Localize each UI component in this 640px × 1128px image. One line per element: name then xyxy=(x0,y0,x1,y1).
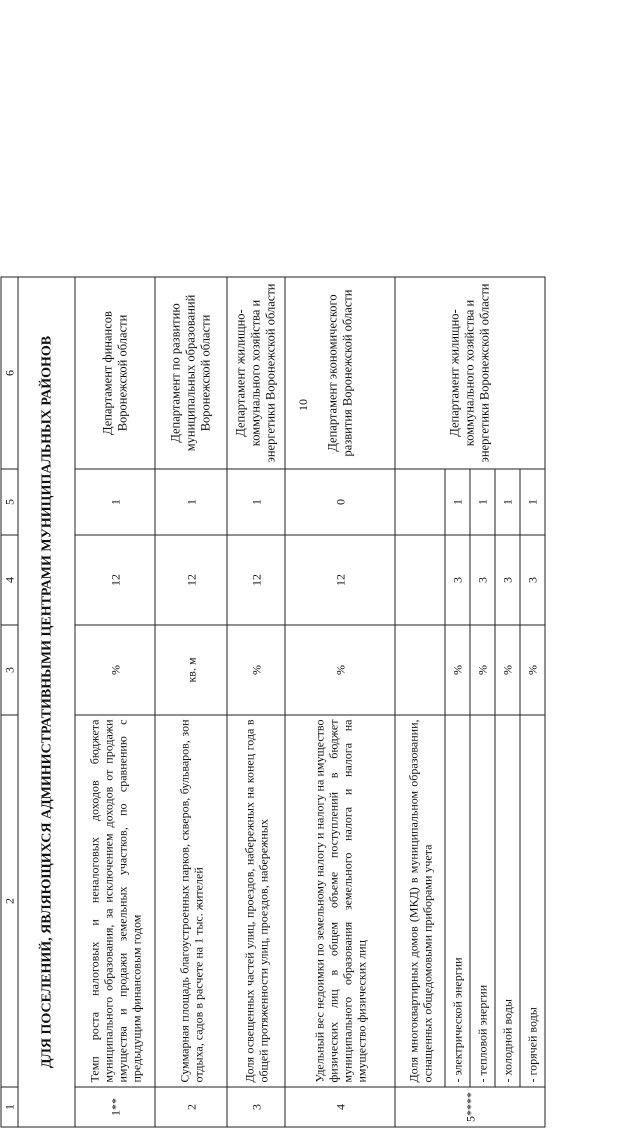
value-cell: 1 xyxy=(470,469,495,535)
column-number-row xyxy=(1,277,18,1127)
row-number: 3 xyxy=(227,1087,285,1127)
value-cell: 3 xyxy=(495,535,520,625)
sub-indicator-text: - тепловой энергии xyxy=(470,715,495,1087)
value-cell: 12 xyxy=(227,535,285,625)
column-number: 4 xyxy=(1,535,18,625)
value-cell: 12 xyxy=(285,535,395,625)
value-cell: 3 xyxy=(445,535,470,625)
column-number: 6 xyxy=(1,277,18,469)
department-cell: Департамент финансов Воронежской области xyxy=(75,277,155,469)
department-cell: Департамент жилищно-коммунального хозяйства и энергетики Воронежской области xyxy=(227,277,285,469)
table-row xyxy=(75,277,155,1127)
column-number: 5 xyxy=(1,469,18,535)
indicators-table xyxy=(1,277,546,1128)
indicator-text: Доля многоквартирных домов (МКД) в муниципальном образовании, оснащенных общедомовыми приборами учета xyxy=(395,715,445,1087)
page-number: 10 xyxy=(296,399,310,411)
section-title: ДЛЯ ПОСЕЛЕНИЙ, ЯВЛЯЮЩИХСЯ АДМИНИСТРАТИВНЫМИ ЦЕНТРАМИ МУНИЦИПАЛЬНЫХ РАЙОНОВ xyxy=(18,277,75,1127)
unit-cell: % xyxy=(520,625,545,715)
unit-cell: % xyxy=(495,625,520,715)
value-cell: 3 xyxy=(520,535,545,625)
value-cell: 1 xyxy=(520,469,545,535)
department-cell: Департамент по развитию муниципальных образований Воронежской области xyxy=(155,277,227,469)
rotated-table-sheet xyxy=(1,278,540,1128)
value-cell xyxy=(395,535,445,625)
column-number: 1 xyxy=(1,1087,18,1127)
section-header-row xyxy=(18,277,75,1127)
value-cell: 0 xyxy=(285,469,395,535)
row-number: 5**** xyxy=(395,1087,545,1127)
sub-indicator-text: - холодной воды xyxy=(495,715,520,1087)
unit-cell: кв. м xyxy=(155,625,227,715)
department-cell: Департамент жилищно-коммунального хозяйства и энергетики Воронежской области xyxy=(395,277,545,469)
unit-cell: % xyxy=(470,625,495,715)
department-cell: Департамент экономического развития Воронежской области xyxy=(285,277,395,469)
value-cell: 1 xyxy=(495,469,520,535)
unit-cell: % xyxy=(227,625,285,715)
unit-cell: % xyxy=(445,625,470,715)
indicator-text: Суммарная площадь благоустроенных парков, скверов, бульваров, зон отдыха, садов в расчете на 1 тыс. жителей xyxy=(155,715,227,1087)
column-number: 3 xyxy=(1,625,18,715)
sub-indicator-text: - горячей воды xyxy=(520,715,545,1087)
unit-cell xyxy=(395,625,445,715)
indicator-text: Темп роста налоговых и неналоговых доходов бюджета муниципального образования, за исключением доходов от продажи имущества и продажи земельных участков, по сравнению с предыдущим финансовым годом xyxy=(75,715,155,1087)
row-number: 2 xyxy=(155,1087,227,1127)
table-row xyxy=(395,277,445,1127)
indicator-text: Удельный вес недоимки по земельному налогу и налогу на имущество физических лиц в общем объеме поступлений в бюджет муниципального образования земельного налога и налога на имущество физических лиц xyxy=(285,715,395,1087)
unit-cell: % xyxy=(285,625,395,715)
value-cell: 12 xyxy=(75,535,155,625)
value-cell xyxy=(395,469,445,535)
value-cell: 1 xyxy=(445,469,470,535)
sub-indicator-text: - электрической энергии xyxy=(445,715,470,1087)
table-row xyxy=(285,277,395,1127)
column-number: 2 xyxy=(1,715,18,1087)
value-cell: 12 xyxy=(155,535,227,625)
table-row xyxy=(227,277,285,1127)
table-row xyxy=(155,277,227,1127)
row-number: 4 xyxy=(285,1087,395,1127)
value-cell: 1 xyxy=(75,469,155,535)
value-cell: 3 xyxy=(470,535,495,625)
row-number: 1** xyxy=(75,1087,155,1127)
indicator-text: Доля освещенных частей улиц, проездов, набережных на конец года в общей протяженности улиц, проездов, набережных xyxy=(227,715,285,1087)
value-cell: 1 xyxy=(155,469,227,535)
value-cell: 1 xyxy=(227,469,285,535)
unit-cell: % xyxy=(75,625,155,715)
